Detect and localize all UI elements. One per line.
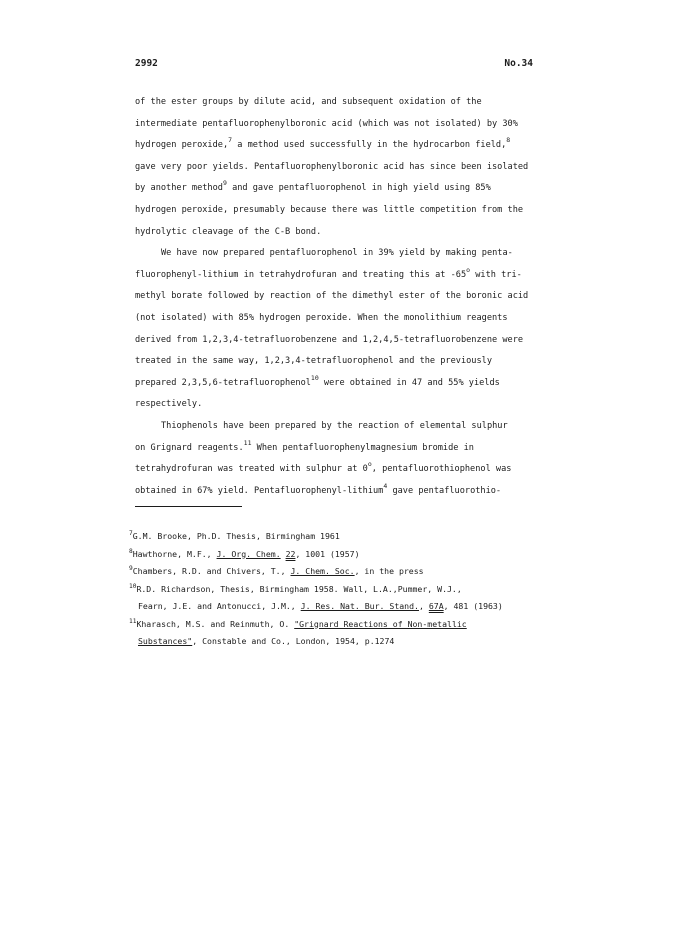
body-line: fluorophenyl-lithium in tetrahydrofuran and treating this at -65$^o$ with tri- xyxy=(135,265,522,280)
footnote-10: $^{10}$R.D. Richardson, Thesis, Birmingham 1958. Wall, L.A.,Pummer, W.J., xyxy=(129,582,462,594)
footnote-11-cont: Substances", Constable and Co., London, 1954, p.1274 xyxy=(138,636,395,646)
footnote-divider xyxy=(135,506,242,507)
body-line: gave very poor yields. Pentafluorophenylboronic acid has since been isolated xyxy=(135,161,529,172)
paragraph-start: Thiophenols have been prepared by the reaction of elemental sulphur xyxy=(161,420,508,431)
body-line: hydrogen peroxide,$^7$ a method used successfully in the hydrocarbon field,$^8$ xyxy=(135,136,511,151)
body-line: prepared 2,3,5,6-tetrafluorophenol$^{10}$ were obtained in 47 and 55% yields xyxy=(135,373,500,388)
page-header xyxy=(135,58,533,72)
citation-ref-4: 4 xyxy=(383,481,388,490)
citation-ref-9: 9 xyxy=(222,179,227,188)
body-line: of the ester groups by dilute acid, and subsequent oxidation of the xyxy=(135,97,482,107)
citation-ref-10: 10 xyxy=(310,373,319,382)
degree-sign: o xyxy=(367,460,372,469)
citation-ref-11: 11 xyxy=(243,438,252,447)
paragraph-start: We have now prepared pentafluorophenol in 39% yield by making penta- xyxy=(161,248,513,259)
body-line: intermediate pentafluorophenylboronic acid (which was not isolated) by 30% xyxy=(135,118,518,129)
body-line: methyl borate followed by reaction of the dimethyl ester of the boronic acid xyxy=(135,291,529,302)
body-line: obtained in 67% yield. Pentafluorophenyl-lithium$^4$ gave pentafluorothio- xyxy=(135,481,502,496)
citation-ref-7: 7 xyxy=(228,136,233,145)
body-line: respectively. xyxy=(135,399,203,410)
footnotes xyxy=(129,528,549,651)
body-line: on Grignard reagents.$^{11}$ When pentafluorophenylmagnesium bromide in xyxy=(135,438,474,453)
body-text xyxy=(135,92,545,502)
footnote-9: $^9$Chambers, R.D. and Chivers, T., J. Chem. Soc., in the press xyxy=(129,565,424,576)
body-line: tetrahydrofuran was treated with sulphur at 0$^o$, pentafluorothiophenol was xyxy=(135,460,512,475)
page-number: 2992 xyxy=(135,58,158,69)
body-line: (not isolated) with 85% hydrogen peroxide. When the monolithium reagents xyxy=(135,312,508,323)
body-line: derived from 1,2,3,4-tetrafluorobenzene and 1,2,4,5-tetrafluorobenzene were xyxy=(135,334,524,345)
footnote-7: $^7$G.M. Brooke, Ph.D. Thesis, Birmingham 1961 xyxy=(129,530,340,541)
body-line: hydrogen peroxide, presumably because there was little competition from the xyxy=(135,204,524,215)
footnote-10-cont: Fearn, J.E. and Antonucci, J.M., J. Res. Nat. Bur. Stand., 67A, 481 (1963) xyxy=(138,601,503,611)
footnote-8: $^8$Hawthorne, M.F., J. Org. Chem. 22, 1001 (1957) xyxy=(129,547,360,559)
body-line: by another method$^9$ and gave pentafluorophenol in high yield using 85% xyxy=(135,179,491,194)
issue-number: No.34 xyxy=(504,58,533,69)
citation-ref-8: 8 xyxy=(506,136,511,145)
degree-sign: o xyxy=(466,265,471,274)
footnote-11: $^{11}$Kharasch, M.S. and Reinmuth, O. "Grignard Reactions of Non-metallic xyxy=(129,617,467,629)
body-line: treated in the same way, 1,2,3,4-tetrafluorophenol and the previously xyxy=(135,356,492,367)
body-line: hydrolytic cleavage of the C-B bond. xyxy=(135,226,322,237)
